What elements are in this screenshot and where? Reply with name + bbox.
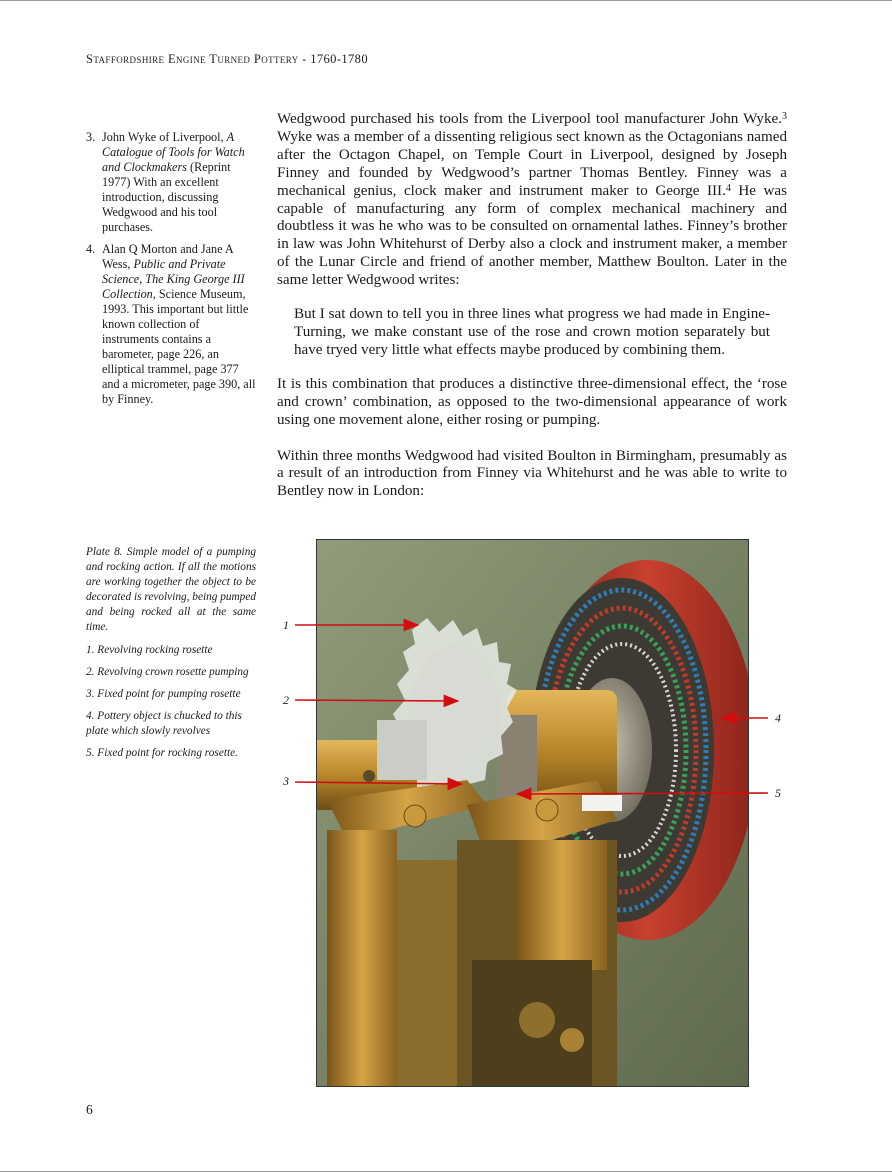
callout-number-4: 4 [775, 711, 781, 725]
arrow-5 [517, 793, 768, 794]
caption-item-4: 4. Pottery object is chucked to this plate which slowly revolves [86, 709, 242, 737]
caption-item-1: 1. Revolving rocking rosette [86, 643, 213, 656]
paragraph-1-part-a: Wedgwood purchased his tools from the Liverpool tool manufacturer John Wyke. [277, 111, 782, 127]
caption-item-2: 2. Revolving crown rosette pumping [86, 665, 249, 678]
callout-number-3: 3 [283, 774, 289, 788]
footnote-post: Science Museum, 1993. This important but little known collection of instruments contains a barometer, page 226, an elliptical trammel, page 377 and a micrometer, page 390, all by Finney. [102, 287, 256, 406]
caption-item-5: 5. Fixed point for rocking rosette. [86, 747, 238, 760]
paragraph-2: It is this combination that produces a distinctive three-dimensional effect, the ‘rose and crown’ combination, as opposed to the two-dimensional appearance of work using one movement alone, either rosing or pumping. [277, 375, 787, 428]
bottom-rule [0, 1171, 892, 1172]
arrow-3 [295, 782, 462, 784]
paragraph-3: Within three months Wedgwood had visited Boulton in Birmingham, presumably as a result of an introduction from Finney via Whitehurst and he was able to write to Bentley now in London: [277, 447, 787, 500]
caption-item-3: 3. Fixed point for pumping rosette [86, 687, 241, 700]
paragraph-1-part-c: He was capable of manufacturing any form of complex mechanical machinery and doubtless it was he who was to be consulted on ornamental lathes. Finney’s brother in law was John Whitehurst of Derby also a clock and instrument maker, a member of the Lunar Circle and friend of another member, Matthew Boulton. Later in the same letter Wedgwood writes: [277, 182, 787, 289]
footnote-title: Public and Private Science, The King George III Collection, [102, 257, 245, 301]
block-quote: But I sat down to tell you in three lines what progress we had made in Engine-Turning, we make constant use of the rose and crown motion separately but have tryed very little what effects maybe produced by combining them. [294, 306, 770, 358]
callout-number-1: 1 [283, 618, 289, 632]
footnote-title: A Catalogue of Tools for Watch and Clockmakers [102, 130, 245, 174]
running-head: Staffordshire Engine Turned Pottery - 1760-1780 [86, 52, 368, 66]
callout-number-5: 5 [775, 786, 781, 800]
arrow-2 [295, 700, 458, 701]
callout-number-2: 2 [283, 693, 289, 707]
footnote-ref-4: 4 [725, 182, 731, 194]
footnote-number: 4. [86, 242, 96, 256]
footnote-number: 3. [86, 130, 96, 144]
footnote-pre: Alan Q Morton and Jane A Wess, [102, 242, 233, 271]
footnote-ref-3: 3 [782, 111, 787, 122]
paragraph-1-part-b: Wyke was a member of a dissenting religious sect known as the Octagonians named after the Octagon Chapel, on Temple Court in Liverpool, designed by Joseph Finney and founded by Wedgwood’s partner Thomas Bentley. Finney was a mechanical genius, clock maker and instrument maker to George III. [277, 128, 787, 199]
footnote-pre: John Wyke of Liverpool, [102, 130, 227, 144]
page-number: 6 [86, 1102, 93, 1117]
footnote-post: (Reprint 1977) With an excellent introduction, discussing Wedgwood and his tool purchases. [102, 160, 231, 234]
caption-intro: Plate 8. Simple model of a pumping and rocking action. If all the motions are working together the object to be decorated is revolving, being pumped and being rocked all at the same time. [86, 546, 256, 634]
